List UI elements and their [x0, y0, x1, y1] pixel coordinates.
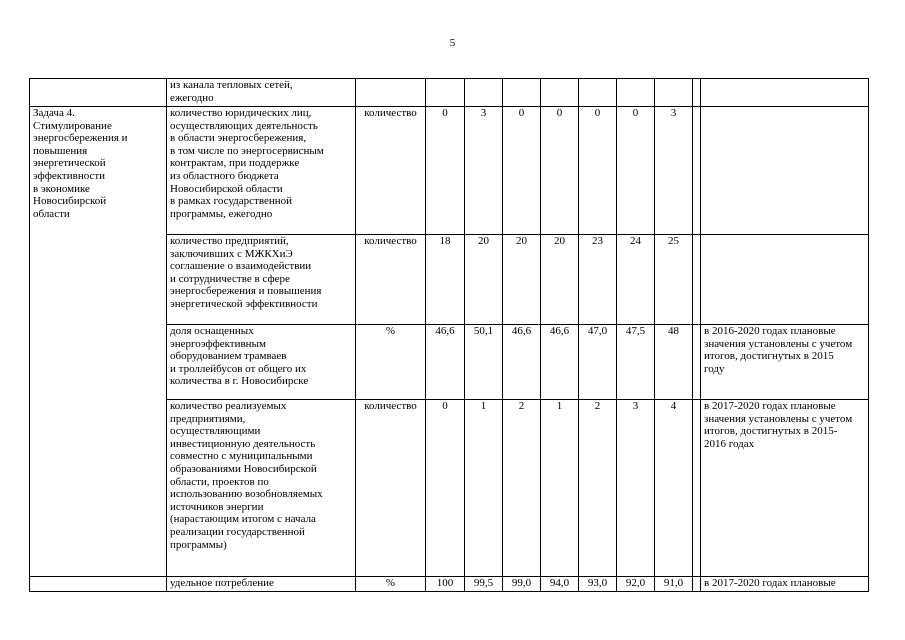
value-2018: 94,0	[541, 577, 579, 592]
value-2018: 1	[541, 400, 579, 577]
value-2019: 0	[579, 107, 617, 235]
spacer-cell	[693, 577, 701, 592]
value-2020: 0	[617, 107, 655, 235]
value-2018: 46,6	[541, 325, 579, 400]
note-cell	[701, 107, 869, 235]
unit-cell: количество	[356, 235, 426, 325]
note-cell	[701, 79, 869, 107]
indicator-cell: количество предприятий, заключивших с МЖКХиЭ соглашение о взаимодействии и сотрудничестве в сфере энергосбережения и повышения энергетической эффективности	[167, 235, 356, 325]
spacer-cell	[693, 400, 701, 577]
spacer-cell	[693, 235, 701, 325]
spacer-cell	[693, 325, 701, 400]
indicator-cell: из канала тепловых сетей, ежегодно	[167, 79, 356, 107]
value-2015: 18	[426, 235, 465, 325]
value-2015: 0	[426, 400, 465, 577]
value-2017: 2	[503, 400, 541, 577]
unit-cell: %	[356, 325, 426, 400]
task-cell: Задача 4. Стимулирование энергосбережения и повышения энергетической эффективности в экономике Новосибирской области	[30, 107, 167, 577]
table-row	[30, 107, 869, 235]
value-final: 4	[655, 400, 693, 577]
table-row	[30, 79, 869, 107]
unit-cell: количество	[356, 107, 426, 235]
value-final: 48	[655, 325, 693, 400]
value-2017: 46,6	[503, 325, 541, 400]
value-2016: 20	[465, 235, 503, 325]
indicators-table	[29, 78, 869, 592]
value-2016: 99,5	[465, 577, 503, 592]
note-cell	[701, 235, 869, 325]
indicator-cell: удельное потребление	[167, 577, 356, 592]
value-2019: 47,0	[579, 325, 617, 400]
unit-cell: количество	[356, 400, 426, 577]
value-2020: 3	[617, 400, 655, 577]
spacer-cell	[693, 107, 701, 235]
value-2017: 99,0	[503, 577, 541, 592]
value-2018: 0	[541, 107, 579, 235]
value-2019: 23	[579, 235, 617, 325]
value-2017: 0	[503, 107, 541, 235]
unit-cell: %	[356, 577, 426, 592]
spacer-cell	[693, 79, 701, 107]
value-final: 25	[655, 235, 693, 325]
value-2020	[617, 79, 655, 107]
value-2017: 20	[503, 235, 541, 325]
page-number: 5	[449, 37, 456, 49]
value-2015: 100	[426, 577, 465, 592]
value-2016: 3	[465, 107, 503, 235]
note-cell: в 2017-2020 годах плановые	[701, 577, 869, 592]
unit-cell	[356, 79, 426, 107]
task-cell	[30, 577, 167, 592]
value-2016: 50,1	[465, 325, 503, 400]
value-2019	[579, 79, 617, 107]
indicator-cell: количество реализуемых предприятиями, осуществляющими инвестиционную деятельность совместно с муниципальными образованиями Новосибирской области, проектов по использованию возобновляемых источников энергии (нарастающим итогом с начала реализации государственной программы)	[167, 400, 356, 577]
value-2015: 46,6	[426, 325, 465, 400]
value-2018	[541, 79, 579, 107]
value-2020: 92,0	[617, 577, 655, 592]
value-final	[655, 79, 693, 107]
table-row	[30, 577, 869, 592]
indicator-cell: количество юридических лиц, осуществляющих деятельность в области энергосбережения, в том числе по энергосервисным контрактам, при поддержке из областного бюджета Новосибирской области в рамках государственной программы, ежегодно	[167, 107, 356, 235]
value-2017	[503, 79, 541, 107]
note-cell: в 2016-2020 годах плановые значения установлены с учетом итогов, достигнутых в 2015 году	[701, 325, 869, 400]
value-2016	[465, 79, 503, 107]
value-2019: 2	[579, 400, 617, 577]
task-cell	[30, 79, 167, 107]
value-2015: 0	[426, 107, 465, 235]
value-2016: 1	[465, 400, 503, 577]
value-2019: 93,0	[579, 577, 617, 592]
indicator-cell: доля оснащенных энергоэффективным оборудованием трамваев и троллейбусов от общего их количества в г. Новосибирске	[167, 325, 356, 400]
value-2018: 20	[541, 235, 579, 325]
value-2020: 47,5	[617, 325, 655, 400]
value-final: 3	[655, 107, 693, 235]
value-final: 91,0	[655, 577, 693, 592]
value-2015	[426, 79, 465, 107]
value-2020: 24	[617, 235, 655, 325]
note-cell: в 2017-2020 годах плановые значения установлены с учетом итогов, достигнутых в 2015- 2016 годах	[701, 400, 869, 577]
